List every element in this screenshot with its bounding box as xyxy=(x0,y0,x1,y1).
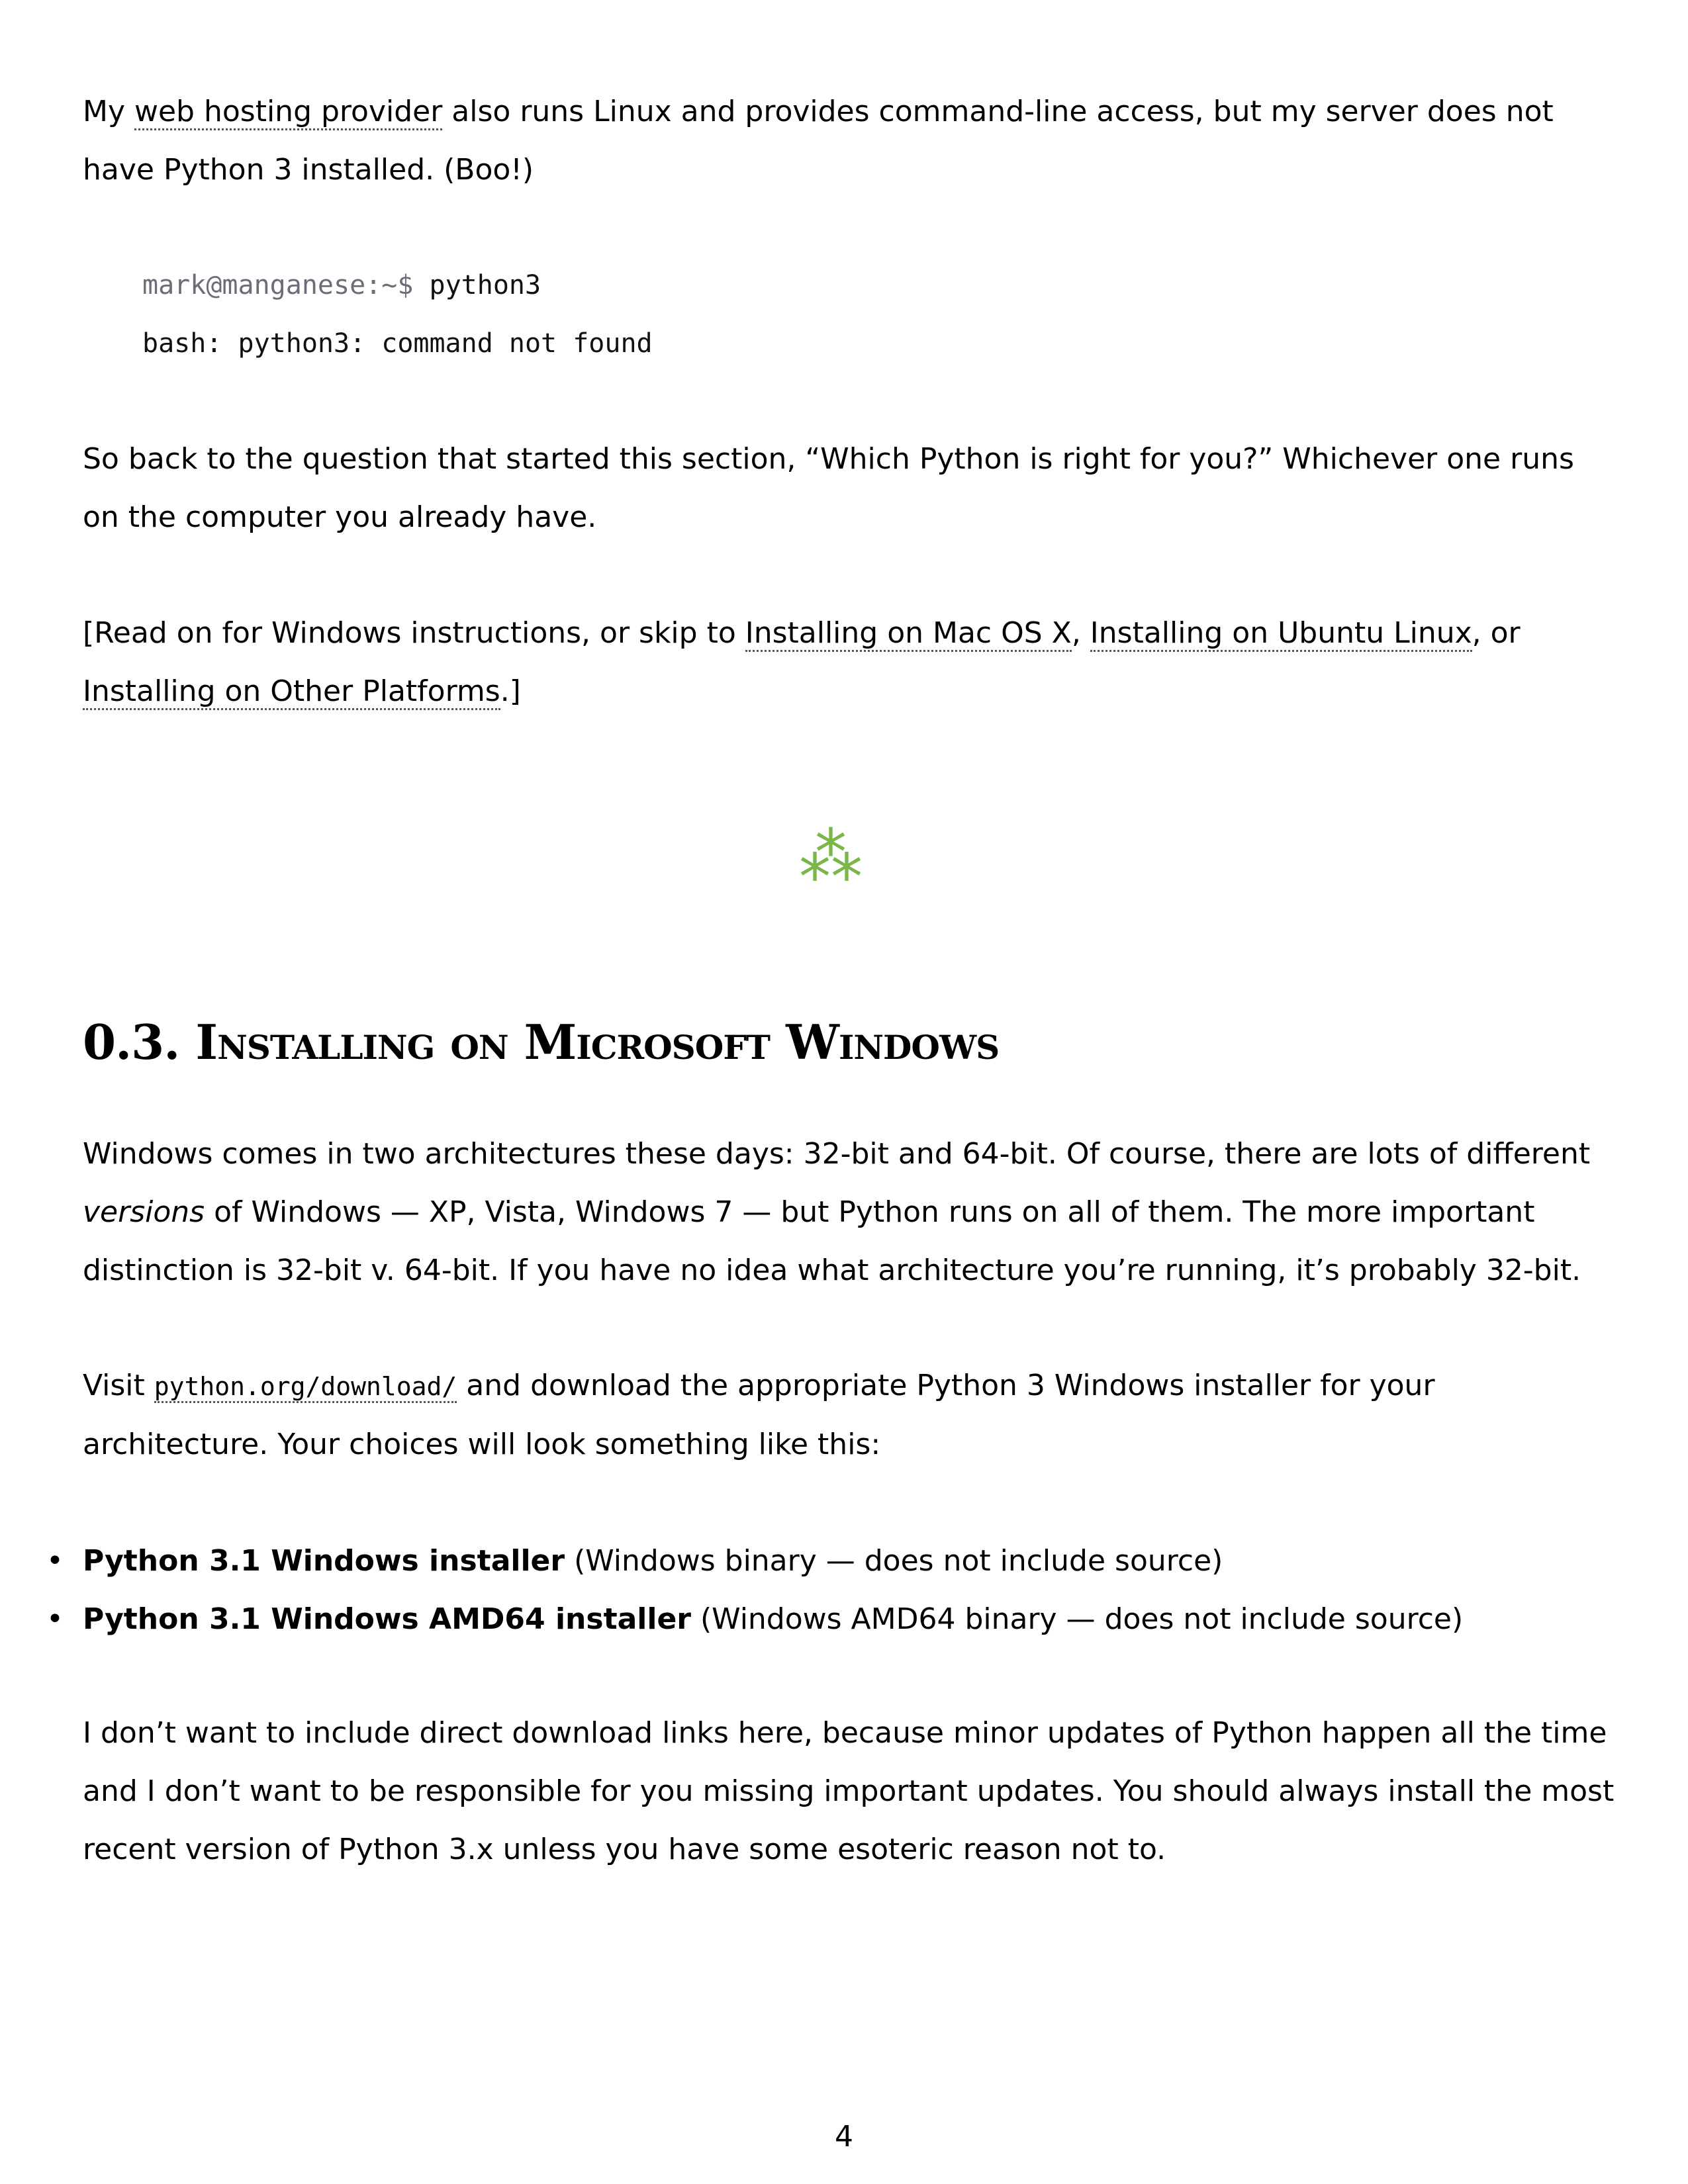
read-on-paragraph xyxy=(83,604,1618,721)
installing-mac-link[interactable]: Installing on Mac OS X xyxy=(745,616,1072,652)
which-python-paragraph: So back to the question that started this section, “Which Python is right for you?” Whichever one runs on the computer you already have. xyxy=(83,442,1574,534)
visit-prefix: Visit xyxy=(83,1369,154,1402)
installing-ubuntu-link[interactable]: Installing on Ubuntu Linux xyxy=(1090,616,1472,652)
terminal-code-block xyxy=(142,256,653,373)
asterism-divider-icon: ⁂ xyxy=(799,820,863,894)
architectures-text-2: of Windows — XP, Vista, Windows 7 — but Python runs on all of them. The more important distinction is 32-bit v. 64-bit. If you have no idea what architecture you’re running, it’s probably 32-bit. xyxy=(83,1195,1581,1287)
read-on-suffix: .] xyxy=(500,674,521,708)
section-heading xyxy=(83,1009,999,1075)
hosting-text-suffix: also runs Linux and provides command-line access, but my server does not have Python 3 installed. (Boo!) xyxy=(83,95,1554,187)
web-hosting-provider-link[interactable]: web hosting provider xyxy=(134,95,442,130)
installing-other-link[interactable]: Installing on Other Platforms xyxy=(83,674,500,710)
shell-output: bash: python3: command not found xyxy=(142,328,653,359)
list-item xyxy=(46,1532,1463,1590)
download-links-paragraph: I don’t want to include direct download links here, because minor updates of Python happen all the time and I don’t want to be responsible for you missing important updates. You should always install the most recent version of Python 3.x unless you have some esoteric reason not to. xyxy=(83,1716,1615,1866)
visit-paragraph xyxy=(83,1357,1618,1474)
python-download-link[interactable]: python.org/download/ xyxy=(154,1372,457,1403)
installer-list xyxy=(46,1532,1464,1649)
hosting-text-prefix: My xyxy=(83,95,134,128)
shell-prompt: mark@manganese:~$ xyxy=(142,270,430,300)
page-number: 4 xyxy=(835,2120,853,2154)
shell-command: python3 xyxy=(429,270,541,300)
architectures-paragraph xyxy=(83,1125,1618,1300)
visit-suffix: and download the appropriate Python 3 Windows installer for your architecture. Your choices will look something like this: xyxy=(83,1369,1435,1461)
read-on-prefix: [Read on for Windows instructions, or skip to xyxy=(83,616,745,650)
bullet-icon: • xyxy=(46,1602,64,1636)
bullet-icon: • xyxy=(46,1544,64,1578)
installer-name: Python 3.1 Windows AMD64 installer xyxy=(83,1602,691,1636)
installer-name: Python 3.1 Windows installer xyxy=(83,1544,565,1578)
architectures-text-1: Windows comes in two architectures these days: 32-bit and 64-bit. Of course, there are lots of different xyxy=(83,1137,1591,1171)
installer-note: (Windows binary — does not include source) xyxy=(565,1544,1223,1578)
installer-note: (Windows AMD64 binary — does not include source) xyxy=(691,1602,1464,1636)
hosting-paragraph xyxy=(83,83,1618,199)
versions-emphasis: versions xyxy=(83,1195,205,1229)
section-title: Installing on Microsoft Windows xyxy=(195,1014,1000,1070)
read-on-sep2: , or xyxy=(1472,616,1521,650)
section-number: 0.3. xyxy=(83,1014,180,1070)
list-item xyxy=(46,1590,1464,1649)
read-on-sep1: , xyxy=(1071,616,1090,650)
terminal-command-line xyxy=(142,256,653,314)
